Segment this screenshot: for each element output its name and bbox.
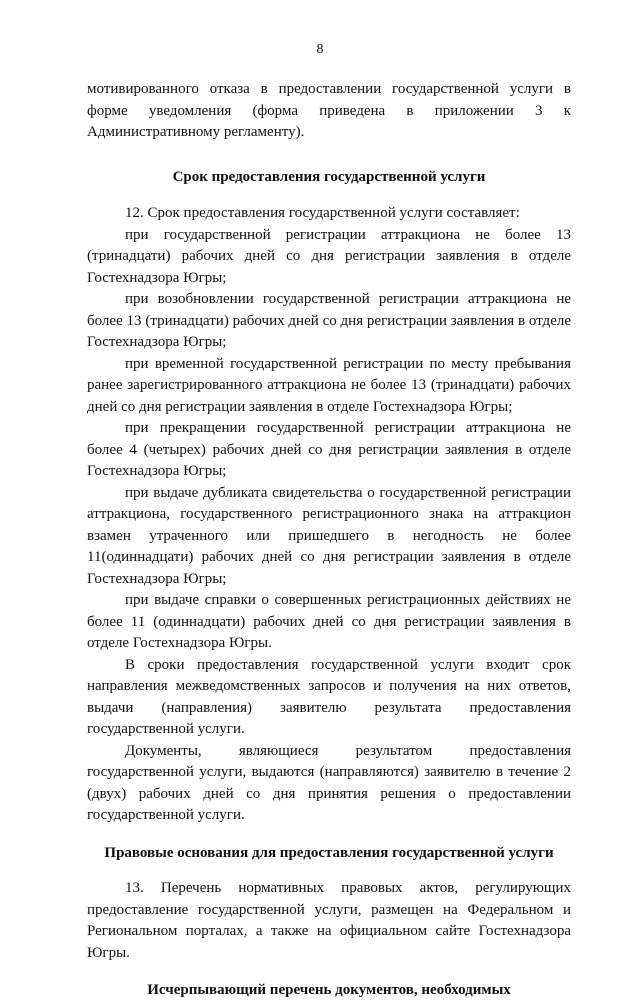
term-termination: при прекращении государственной регистрации аттракциона не более 4 (четырех) рабочих дней со дня регистрации заявления в отделе Гостехнадзора Югры; [87, 420, 571, 479]
heading-documents-list: Исчерпывающий перечень документов, необходимых [147, 982, 511, 998]
term-renewal: при возобновлении государственной регистрации аттракциона не более 13 (тринадцати) рабочих дней со дня регистрации заявления в отделе Гостехнадзора Югры; [87, 291, 571, 350]
page-content [87, 79, 571, 1002]
paragraph-12: 12. Срок предоставления государственной услуги составляет: [125, 205, 520, 221]
page-number: 8 [316, 42, 324, 57]
heading-legal-basis: Правовые основания для предоставления государственной услуги [104, 844, 554, 861]
term-temporary-registration: при временной государственной регистрации по месту пребывания ранее зарегистрированного аттракциона не более 13 (тринадцати) рабочих дней со дня регистрации заявления в отделе Гостехнадзора Югры; [87, 355, 571, 415]
heading-service-term: Срок предоставления государственной услуги [172, 168, 486, 185]
continuation-paragraph: мотивированного отказа в предоставлении государственной услуги в форме уведомления (форма приведена в приложении 3 к Административному регламенту). [87, 81, 571, 140]
term-duplicate: при выдаче дубликата свидетельства о государственной регистрации аттракциона, государственного регистрационного знака на аттракцион взамен утраченного или пришедшего в негодность не более 11(одиннадцати) рабочих дней со дня регистрации заявления в отделе Гостехнадзора Югры; [87, 484, 571, 587]
term-certificate: при выдаче справки о совершенных регистрационных действиях не более 11 (одиннадцати) рабочих дней со дня регистрации заявления в отделе Гостехнадзора Югры. [87, 592, 571, 651]
term-result-delivery: Документы, являющиеся результатом предоставления государственной услуги, выдаются (направляются) заявителю в течение 2 (двух) рабочих дней со дня принятия решения о предоставлении государственной услуги. [87, 742, 571, 823]
term-interdepartmental: В сроки предоставления государственной услуги входит срок направления межведомственных запросов и получения на них ответов, выдачи (направления) заявителю результата предоставления государственной услуги. [87, 656, 571, 737]
paragraph-13: 13. Перечень нормативных правовых актов, регулирующих предоставление государственной услуги, размещен на Федеральном и Региональном порталах, а также на официальном сайте Гостехнадзора Югры. [87, 880, 571, 961]
term-registration: при государственной регистрации аттракциона не более 13 (тринадцати) рабочих дней со дня регистрации заявления в отделе Гостехнадзора Югры; [87, 226, 571, 286]
